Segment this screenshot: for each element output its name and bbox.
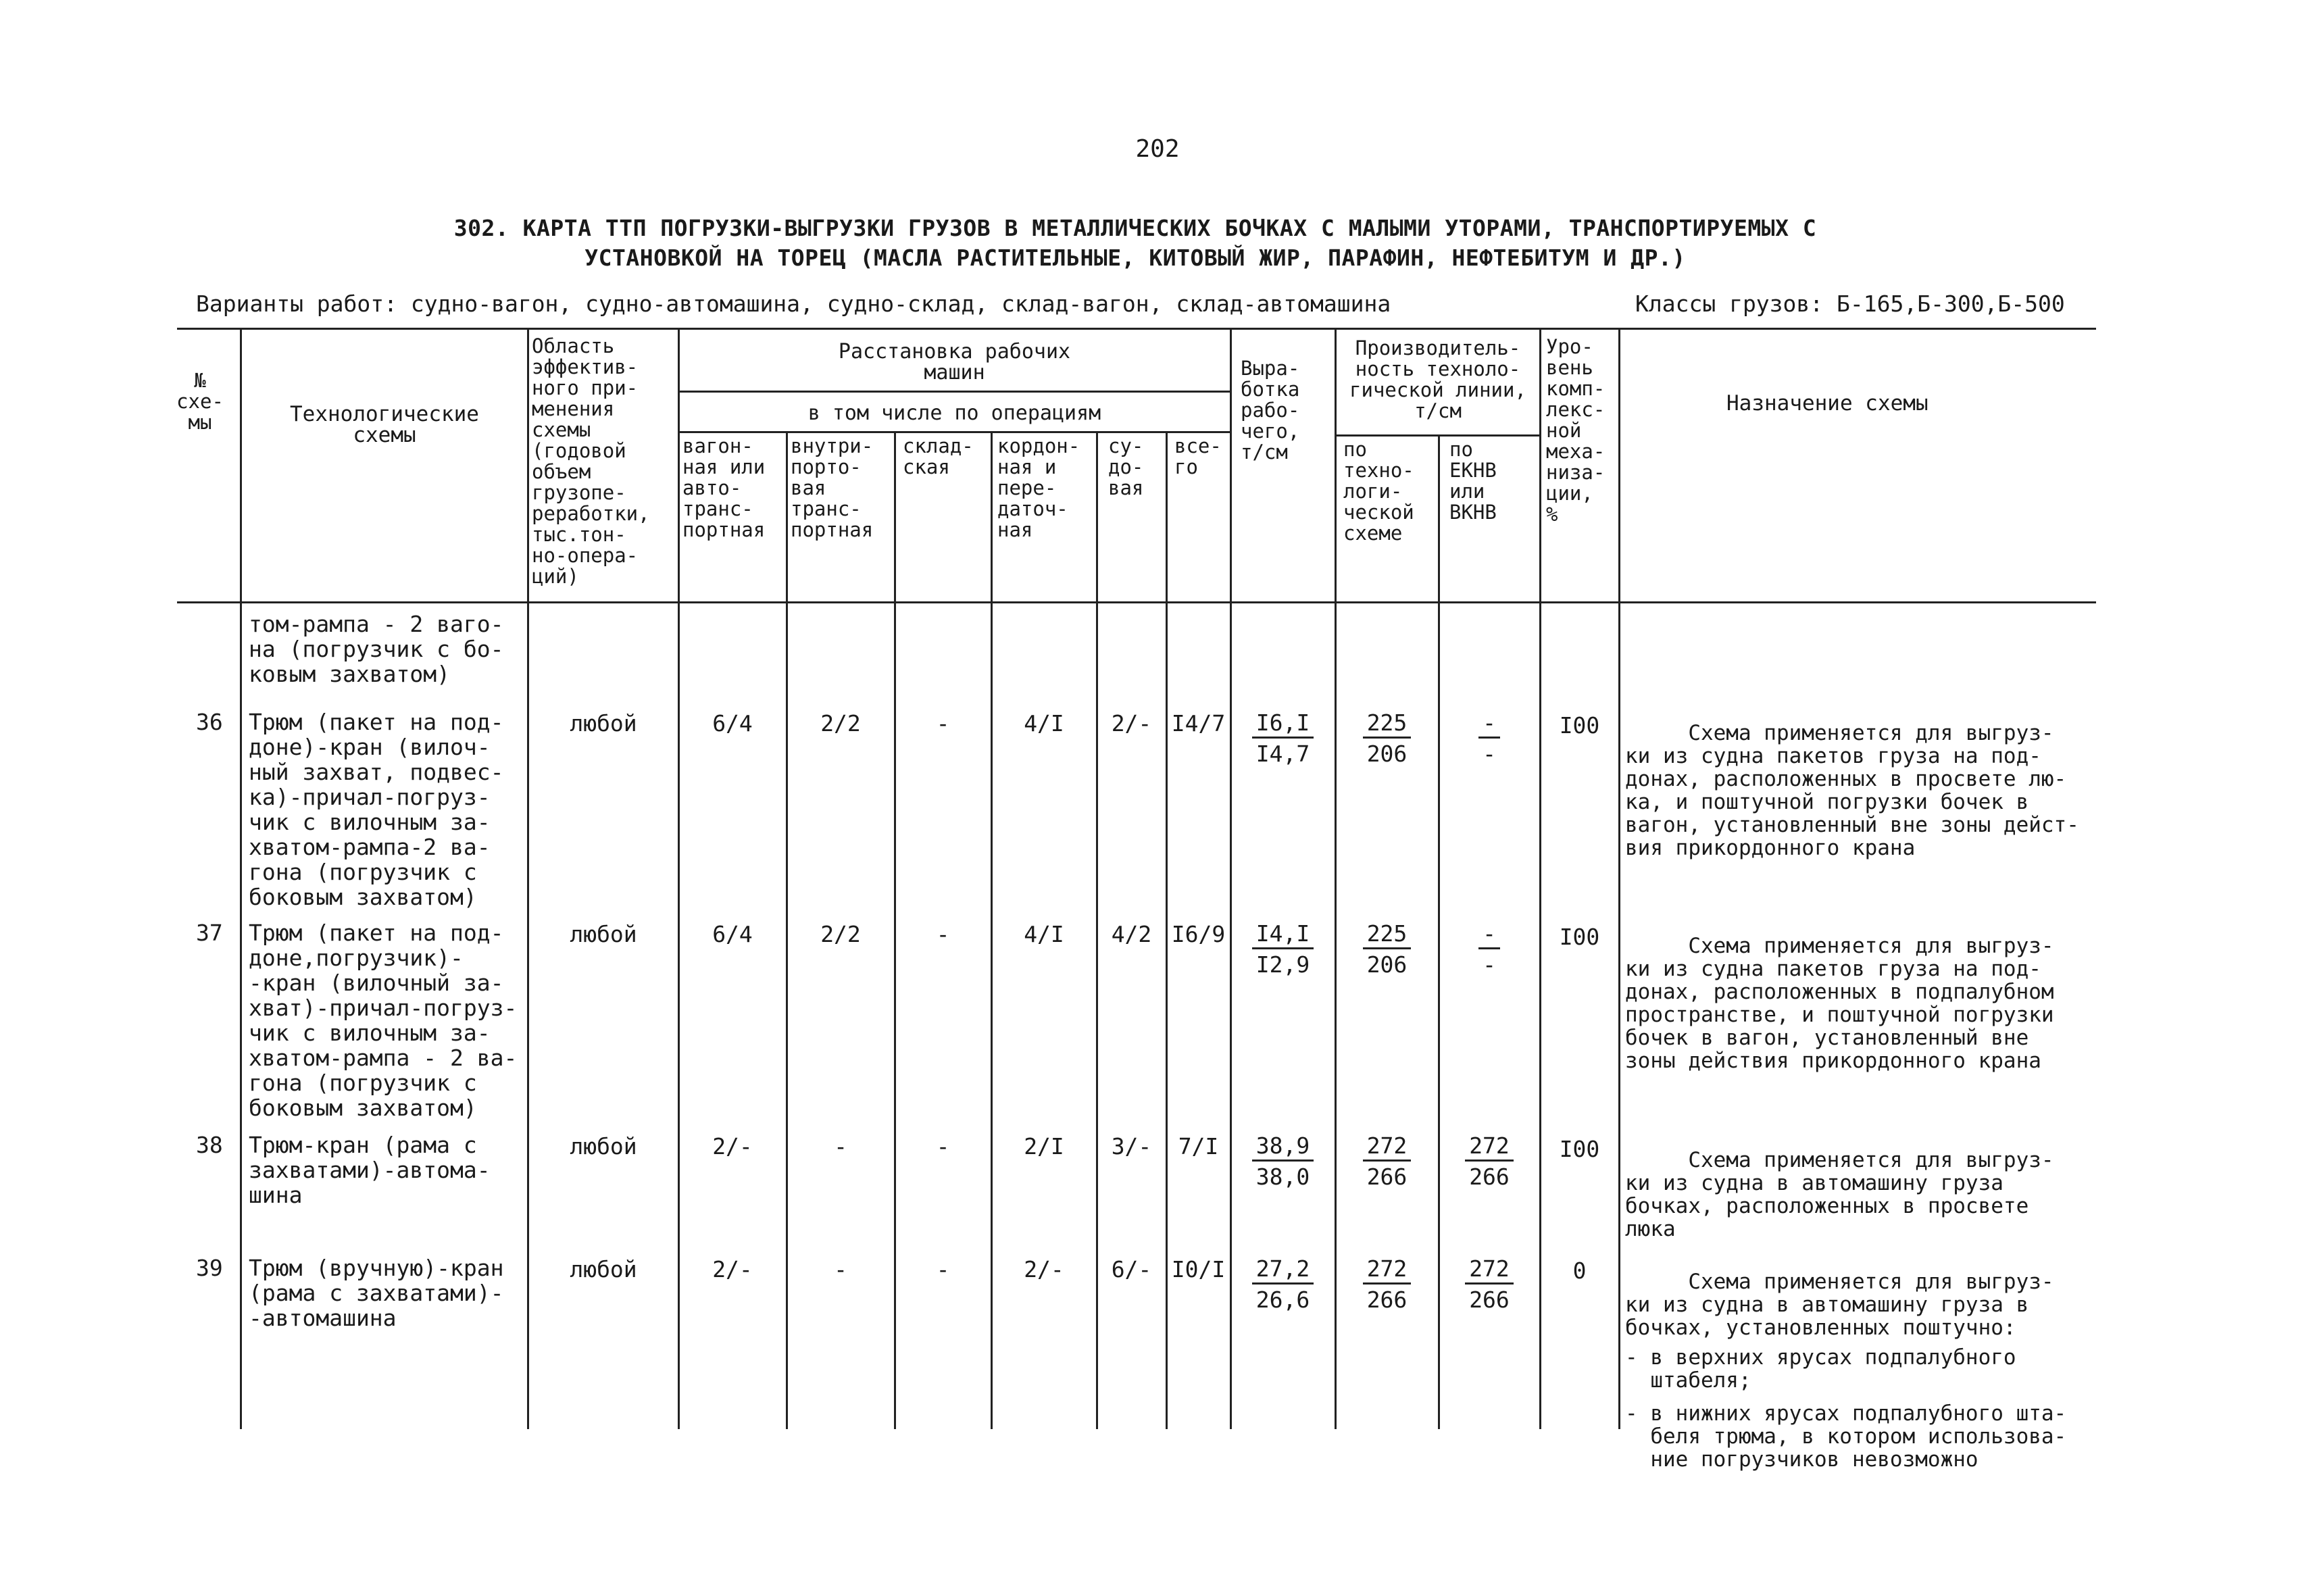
prod-norm-top: - [1478, 709, 1500, 739]
prod-scheme-value [1336, 1132, 1438, 1193]
prod-norm-top: 272 [1465, 1255, 1514, 1285]
col-header-op-total: все- го [1174, 434, 1222, 478]
op-ship-value: 2/- [1111, 710, 1152, 737]
purpose-list-item: - в нижних ярусах подпалубного шта- беля трюма, в котором использова- ние погрузчиков невозможно [1625, 1401, 2067, 1472]
output-value [1231, 1132, 1335, 1193]
row-number: 37 [196, 920, 223, 946]
op-warehouse-value: - [936, 921, 950, 947]
op-total-value: I0/I [1171, 1256, 1226, 1282]
level-value: 0 [1572, 1257, 1587, 1284]
prod-norm-top: - [1478, 920, 1500, 949]
prod-scheme-bottom: 266 [1366, 1287, 1408, 1313]
purpose-text: Схема применяется для выгруз- ки из судна в автомашину груза бочках, расположенных в просвете люка [1625, 1148, 2054, 1241]
area-value: любой [570, 710, 637, 737]
output-top: I6,I [1252, 709, 1314, 739]
output-value [1231, 920, 1335, 980]
prod-scheme-value [1336, 920, 1438, 980]
op-wagon-value: 6/4 [712, 710, 753, 737]
scheme-description: Трюм (пакет на под- доне)-кран (вилоч- ный захват, подвес- ка)-причал-погруз- чик с вилочным за- хватом-рампа-2 ва- гона (погрузчик с боковым захватом) [249, 709, 504, 910]
col-header-placement: Расстановка рабочих машин [838, 340, 1071, 384]
op-internal-value: - [834, 1256, 847, 1282]
op-quay-value: 4/I [1024, 921, 1064, 947]
area-value: любой [570, 1256, 637, 1282]
row-number: 38 [196, 1132, 223, 1158]
op-ship-value: 6/- [1111, 1256, 1152, 1282]
op-warehouse-value: - [936, 1133, 950, 1159]
level-value: I00 [1559, 1136, 1600, 1162]
op-internal-value: 2/2 [820, 710, 861, 737]
prod-scheme-bottom: 266 [1366, 1164, 1408, 1190]
prod-norm-value [1439, 1255, 1539, 1316]
col-header-op-quay: кордон- ная и пере- даточ- ная [997, 434, 1080, 541]
col-header-output: Выра- ботка рабо- чего, т/см [1241, 357, 1300, 464]
scheme-description: Трюм (вручную)-кран (рама с захватами)- -автомашина [249, 1255, 504, 1331]
col-header-scheme: Технологические схемы [290, 402, 479, 447]
output-bottom: 38,0 [1255, 1164, 1310, 1190]
table-top-line [177, 328, 2096, 330]
page-title-line-1: 302. КАРТА ТТП ПОГРУЗКИ-ВЫГРУЗКИ ГРУЗОВ В МЕТАЛЛИЧЕСКИХ БОЧКАХ С МАЛЫМИ УТОРАМИ, ТРАНСПОРТИРУЕМЫХ С [453, 215, 1817, 241]
prod-norm-bottom: - [1483, 741, 1496, 767]
row-number: 36 [196, 709, 223, 735]
header-bottom-line [177, 601, 2096, 603]
page-number: 202 [1135, 135, 1180, 163]
op-wagon-value: 2/- [712, 1133, 753, 1159]
output-bottom: I2,9 [1255, 951, 1310, 978]
prod-norm-top: 272 [1465, 1132, 1514, 1162]
op-quay-value: 4/I [1024, 710, 1064, 737]
prod-norm-bottom: 266 [1469, 1287, 1510, 1313]
area-value: любой [570, 921, 637, 947]
col-header-op-wagon: вагон- ная или авто- транс- портная [682, 434, 766, 541]
op-wagon-value: 6/4 [712, 921, 753, 947]
purpose-list-item: - в верхних ярусах подпалубного штабеля; [1625, 1345, 2016, 1393]
ops-sub-line [679, 431, 1230, 433]
prod-scheme-top: 272 [1363, 1132, 1412, 1162]
row-number: 39 [196, 1255, 223, 1281]
purpose-text: Схема применяется для выгруз- ки из судна пакетов груза на под- донах, расположенных в просвете лю- ка, и поштучной погрузки бочек в вагон, установленный вне зоны дейст- вия прикордонного крана [1625, 721, 2079, 860]
prod-scheme-top: 225 [1363, 920, 1412, 949]
placement-sub-line [679, 391, 1230, 393]
prod-scheme-top: 272 [1363, 1255, 1412, 1285]
col-header-op-ship: су- до- вая [1108, 434, 1144, 499]
prod-norm-value [1439, 709, 1539, 770]
op-ship-value: 3/- [1111, 1133, 1152, 1159]
output-top: 38,9 [1252, 1132, 1314, 1162]
prod-scheme-bottom: 206 [1366, 741, 1408, 767]
col-header-op-internal: внутри- порто- вая транс- портная [791, 434, 874, 541]
col-header-productivity: Производитель- ность техноло- гической линии, т/см [1349, 336, 1526, 422]
op-total-value: I4/7 [1171, 710, 1226, 737]
col-header-level: Уро- вень комп- лекс- ной меха- низа- ции, % [1546, 335, 1605, 526]
prod-norm-value [1439, 1132, 1539, 1193]
op-quay-value: 2/I [1024, 1133, 1064, 1159]
level-value: I00 [1559, 712, 1600, 739]
output-top: I4,I [1252, 920, 1314, 949]
cargo-classes: Классы грузов: Б-165,Б-300,Б-500 [1635, 291, 2065, 317]
prod-scheme-bottom: 206 [1366, 951, 1408, 978]
op-ship-value: 4/2 [1111, 921, 1152, 947]
continuation-text: том-рампа - 2 ваго- на (погрузчик с бо- ковым захватом) [249, 611, 504, 687]
area-value: любой [570, 1133, 637, 1159]
col-header-op-warehouse: склад- ская [903, 434, 974, 478]
op-quay-value: 2/- [1024, 1256, 1064, 1282]
scheme-description: Трюм (пакет на под- доне,погрузчик)- -кран (вилочный за- хват)-причал-погруз- чик с вилочным за- хватом-рампа - 2 ва- гона (погрузчик с боковым захватом) [249, 920, 518, 1121]
prod-norm-bottom: - [1483, 951, 1496, 978]
col-header-purpose: Назначение схемы [1726, 391, 1928, 416]
purpose-text: Схема применяется для выгруз- ки из судна в автомашину груза в бочках, установленных поштучно: [1625, 1270, 2054, 1340]
scheme-description: Трюм-кран (рама с захватами)-автома- шина [249, 1132, 491, 1208]
op-total-value: 7/I [1178, 1133, 1219, 1159]
col-header-prod-scheme: по техно- логи- ческой схеме [1343, 438, 1414, 545]
work-variants: Варианты работ: судно-вагон, судно-автомашина, судно-склад, склад-вагон, склад-автомашина [196, 291, 1391, 317]
col-header-area: Область эффектив- ного при- менения схемы (годовой объем грузопе- реработки, тыс.тон- но-опера- ций) [532, 334, 650, 588]
prod-scheme-value [1336, 709, 1438, 770]
op-total-value: I6/9 [1171, 921, 1226, 947]
col-header-prod-norm: по ЕКНВ или ВКНВ [1449, 438, 1497, 524]
prod-scheme-value [1336, 1255, 1438, 1316]
prod-norm-value [1439, 920, 1539, 980]
prod-scheme-top: 225 [1363, 709, 1412, 739]
level-value: I00 [1559, 924, 1600, 950]
purpose-text: Схема применяется для выгруз- ки из судна пакетов груза на под- донах, расположенных в подпалубном пространстве, и поштучной погрузки бочек в вагон, установленный вне зоны действия прикордонного крана [1625, 934, 2054, 1073]
col-header-number: № схе- мы [176, 369, 224, 434]
op-internal-value: - [834, 1133, 847, 1159]
output-top: 27,2 [1252, 1255, 1314, 1285]
page-title-line-2: УСТАНОВКОЙ НА ТОРЕЦ (МАСЛА РАСТИТЕЛЬНЫЕ, КИТОВЫЙ ЖИР, ПАРАФИН, НЕФТЕБИТУМ И ДР.) [584, 245, 1686, 271]
op-internal-value: 2/2 [820, 921, 861, 947]
prod-norm-bottom: 266 [1469, 1164, 1510, 1190]
col-header-incl-ops: в том числе по операциям [807, 401, 1101, 425]
output-bottom: I4,7 [1255, 741, 1310, 767]
output-value [1231, 1255, 1335, 1316]
output-value [1231, 709, 1335, 770]
op-warehouse-value: - [936, 1256, 950, 1282]
op-warehouse-value: - [936, 710, 950, 737]
op-wagon-value: 2/- [712, 1256, 753, 1282]
output-bottom: 26,6 [1255, 1287, 1310, 1313]
